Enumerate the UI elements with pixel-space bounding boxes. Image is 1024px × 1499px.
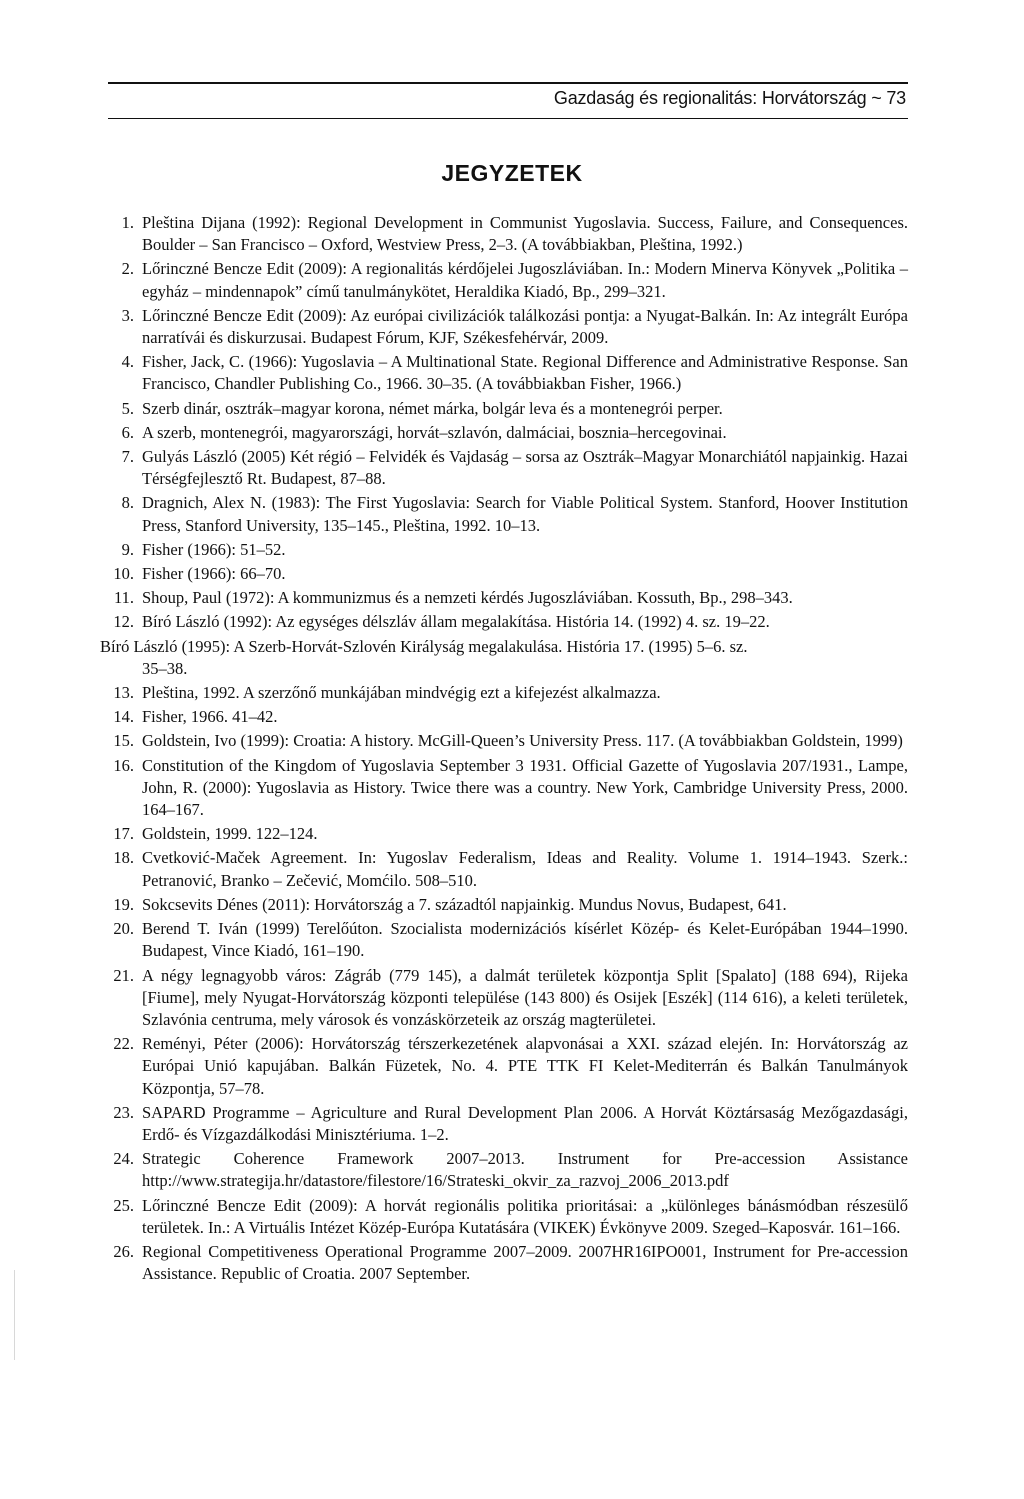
note-text: Shoup, Paul (1972): A kommunizmus és a nemzeti kérdés Jugoszláviában. Kossuth, Bp., 298–343.	[142, 588, 793, 608]
note-text: SAPARD Programme – Agriculture and Rural Development Plan 2006. A Horvát Köztársaság Mezőgazdasági, Erdő- és Vízgazdálkodási Minisztériuma. 1–2.	[142, 1102, 908, 1144]
note-continuation-first-line: Bíró László (1995): A Szerb-Horvát-Szlovén Királyság megalakulása. História 17. (1995) 5–6. sz.	[100, 636, 748, 656]
running-title: Gazdaság és regionalitás: Horvátország ~ 73	[553, 88, 906, 108]
note-text: Lőrinczné Bencze Edit (2009): A horvát regionális politika prioritásai: a „különleges bánásmódban részesülő területek. In.: A Virtuális Intézet Közép-Európa Kutatására (VIKEK) Évkönyve 2009. Szeged–Kaposvár. 161–166.	[142, 1195, 908, 1237]
note-text: Berend T. Iván (1999) Terelőúton. Szocialista modernizációs kísérlet Közép- és Kelet-Európában 1944–1990. Budapest, Vince Kiadó, 161–190.	[142, 919, 908, 961]
note-item	[100, 422, 908, 444]
note-text: Reményi, Péter (2006): Horvátország térszerkezetének alapvonásai a XXI. század elején. In: Horvátország az Európai Unió kapujában. Balkán Füzetek, No. 4. PTE TTK FI Kelet-Mediterrán és Balkán Tanulmányok Központja, 57–78.	[142, 1034, 908, 1098]
note-text: Strategic Coherence Framework 2007–2013. Instrument for Pre-accession Assistance http://www.strategija.hr/datastore/filestore/16/Strateski_okvir_za_razvoj_2006_2013.pdf	[142, 1149, 908, 1191]
note-item	[100, 351, 908, 395]
note-text: Goldstein, 1999. 122–124.	[142, 824, 318, 844]
note-number: 12.	[113, 612, 134, 632]
running-header	[108, 82, 908, 119]
note-item	[100, 1148, 908, 1192]
note-number: 19.	[113, 894, 134, 914]
note-continuation	[100, 636, 908, 680]
note-item	[100, 755, 908, 822]
note-text: Sokcsevits Dénes (2011): Horvátország a 7. századtól napjainkig. Mundus Novus, Budapest, 641.	[142, 894, 787, 914]
note-item	[100, 1102, 908, 1146]
note-number: 24.	[113, 1149, 134, 1169]
note-number: 23.	[113, 1102, 134, 1122]
note-text: Fisher (1966): 66–70.	[142, 564, 286, 584]
note-number: 18.	[113, 848, 134, 868]
note-item	[100, 894, 908, 916]
scan-margin-mark	[14, 1270, 15, 1360]
note-item	[100, 212, 908, 256]
note-number: 16.	[113, 755, 134, 775]
note-number: 5.	[121, 398, 134, 418]
note-text: Cvetković-Maček Agreement. In: Yugoslav Federalism, Ideas and Reality. Volume 1. 1914–1943. Szerk.: Petranović, Branko – Zečević, Momćilo. 508–510.	[142, 848, 908, 890]
note-text: Pleština Dijana (1992): Regional Development in Communist Yugoslavia. Success, Failure, and Consequences. Boulder – San Francisco – Oxford, Westview Press, 2–3. (A továbbiakban, Pleština, 1992.)	[142, 213, 908, 255]
notes-list	[100, 212, 908, 1287]
note-number: 13.	[113, 683, 134, 703]
note-text: Dragnich, Alex N. (1983): The First Yugoslavia: Search for Viable Political System. Stanford, Hoover Institution Press, Stanford University, 135–145., Pleština, 1992. 10–13.	[142, 493, 908, 535]
note-item	[100, 446, 908, 490]
note-number: 1.	[121, 213, 134, 232]
note-number: 14.	[113, 707, 134, 727]
note-number: 25.	[113, 1195, 134, 1215]
note-number: 11.	[113, 588, 134, 608]
note-text: Lőrinczné Bencze Edit (2009): Az európai civilizációk találkozási pontja: a Nyugat-Balkán. In: Az integrált Európa narratívái és diskurzusai. Budapest Fórum, KJF, Székesfehérvár, 2009.	[142, 305, 908, 348]
note-item	[100, 492, 908, 536]
note-item	[100, 1033, 908, 1100]
note-number: 6.	[121, 422, 134, 442]
note-item	[100, 918, 908, 962]
note-text: Lőrinczné Bencze Edit (2009): A regionalitás kérdőjelei Jugoszláviában. In.: Modern Minerva Könyvek „Politika – egyház – mindennapok” című tanulmánykötet, Heraldika Kiadó, Bp., 299–321.	[142, 259, 908, 301]
note-number: 9.	[121, 539, 134, 559]
note-text: Gulyás László (2005) Két régió – Felvidék és Vajdaság – sorsa az Osztrák–Magyar Monarchiától napjainkig. Hazai Térségfejlesztő Rt. Budapest, 87–88.	[142, 447, 908, 489]
note-number: 8.	[121, 493, 134, 513]
note-item	[100, 823, 908, 845]
note-item	[100, 539, 908, 561]
note-text: Constitution of the Kingdom of Yugoslavia September 3 1931. Official Gazette of Yugoslavia 207/1931., Lampe, John, R. (2000): Yugoslavia as History. Twice there was a country. New York, Cambridge University Press, 2000. 164–167.	[142, 755, 908, 820]
note-text: A szerb, montenegrói, magyarországi, horvát–szlavón, dalmáciai, bosznia–hercegovinai.	[142, 422, 727, 442]
note-item	[100, 965, 908, 1032]
note-text: Pleština, 1992. A szerzőnő munkájában mindvégig ezt a kifejezést alkalmazza.	[142, 683, 661, 703]
note-text: A négy legnagyobb város: Zágráb (779 145), a dalmát területek központja Split [Spalato] (188 694), Rijeka [Fiume], mely Nyugat-Horvátország központi települése (143 800) és Osijek [Eszék] (114 616), a keleti területek, Szlavónia centruma, mely városok és vonzáskörzeteik az ország magterületei.	[142, 965, 908, 1029]
page-title: JEGYZETEK	[441, 160, 583, 186]
note-number: 3.	[121, 305, 134, 325]
note-number: 2.	[121, 259, 134, 279]
note-text: Fisher (1966): 51–52.	[142, 539, 286, 559]
note-item	[100, 305, 908, 349]
note-item	[100, 563, 908, 585]
note-item	[100, 258, 908, 302]
note-text: Bíró László (1992): Az egységes délszláv állam megalakítása. História 14. (1992) 4. sz. 19–22.	[142, 612, 770, 632]
note-number: 22.	[113, 1034, 134, 1054]
note-text: Szerb dinár, osztrák–magyar korona, német márka, bolgár leva és a montenegrói perper.	[142, 398, 723, 418]
note-number: 4.	[121, 352, 134, 372]
note-number: 21.	[113, 965, 134, 985]
note-number: 7.	[121, 447, 134, 467]
note-item	[100, 730, 908, 752]
note-item	[100, 587, 908, 609]
note-item	[100, 847, 908, 891]
note-item	[100, 682, 908, 704]
note-item	[100, 706, 908, 728]
note-item	[100, 611, 908, 633]
note-number: 26.	[113, 1241, 134, 1261]
note-item	[100, 636, 908, 680]
note-continuation-rest: 35–38.	[142, 658, 188, 678]
note-number: 10.	[113, 564, 134, 584]
note-text: Regional Competitiveness Operational Programme 2007–2009. 2007HR16IPO001, Instrument for Pre-accession Assistance. Republic of Croatia. 2007 September.	[142, 1241, 908, 1284]
note-text: Fisher, Jack, C. (1966): Yugoslavia – A Multinational State. Regional Difference and Administrative Response. San Francisco, Chandler Publishing Co., 1966. 30–35. (A továbbiakban Fisher, 1966.)	[142, 352, 908, 394]
note-item	[100, 1195, 908, 1239]
note-text: Goldstein, Ivo (1999): Croatia: A history. McGill-Queen’s University Press. 117. (A továbbiakban Goldstein, 1999)	[142, 731, 903, 751]
note-number: 15.	[113, 731, 134, 751]
note-number: 20.	[113, 919, 134, 939]
note-item	[100, 1241, 908, 1285]
note-text: Fisher, 1966. 41–42.	[142, 707, 278, 727]
note-number: 17.	[113, 824, 134, 844]
note-item	[100, 398, 908, 420]
